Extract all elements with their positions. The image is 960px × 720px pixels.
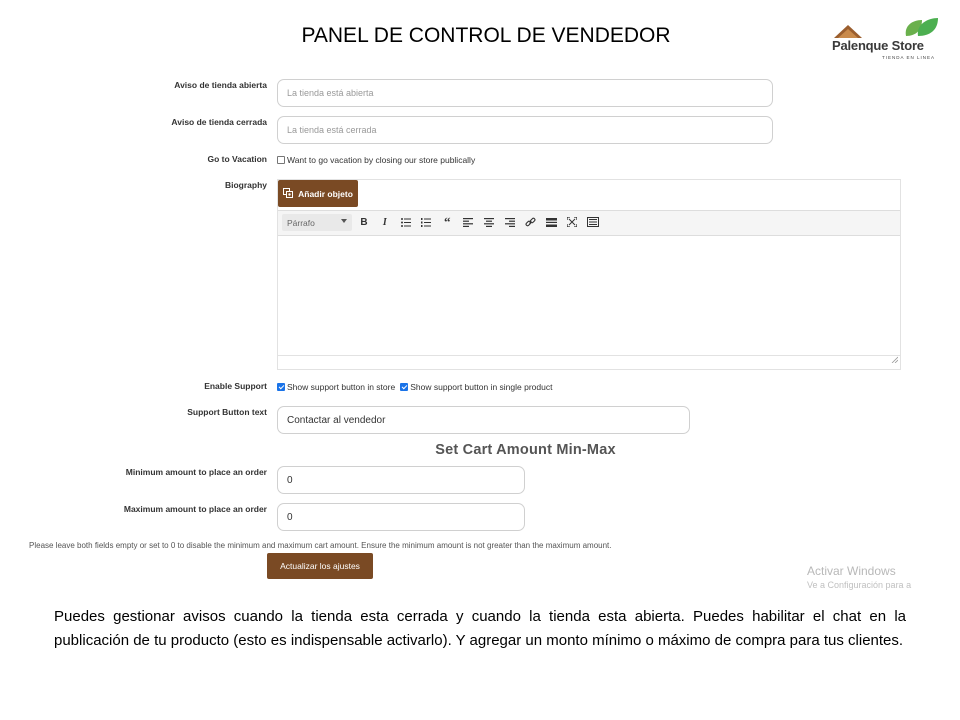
add-media-label: Añadir objeto: [298, 188, 353, 199]
cart-section-title: Set Cart Amount Min-Max: [435, 442, 616, 458]
open-notice-placeholder: La tienda está abierta: [287, 88, 374, 98]
bullet-list-icon[interactable]: [398, 214, 414, 230]
blockquote-icon[interactable]: “: [443, 214, 451, 229]
support-text-input[interactable]: [277, 406, 690, 434]
align-center-icon[interactable]: [481, 214, 497, 230]
format-select[interactable]: [282, 214, 352, 231]
max-amount-value: 0: [287, 511, 293, 523]
closed-notice-label: Aviso de tienda cerrada: [171, 117, 267, 127]
open-notice-label: Aviso de tienda abierta: [174, 80, 267, 90]
min-amount-label: Minimum amount to place an order: [125, 467, 267, 477]
bold-icon[interactable]: B: [360, 216, 368, 228]
logo-tagline: TIENDA EN LINEA: [882, 55, 936, 60]
max-amount-label: Maximum amount to place an order: [123, 504, 267, 514]
support-store-label: Show support button in store: [287, 382, 396, 392]
format-select-value: Párrafo: [287, 217, 315, 228]
page-title: PANEL DE CONTROL DE VENDEDOR: [301, 24, 671, 47]
numbered-list-icon[interactable]: [418, 214, 434, 230]
fullscreen-icon[interactable]: [564, 214, 580, 230]
max-amount-input[interactable]: [277, 503, 525, 531]
support-product-label: Show support button in single product: [410, 382, 553, 392]
save-settings-button[interactable]: Actualizar los ajustes: [267, 553, 373, 579]
biography-text-area[interactable]: [278, 237, 900, 355]
cart-amount-note: Please leave both fields empty or set to 0 to disable the minimum and maximum cart amount. Ensure the minimum amount is not greater than the maximum amount.: [29, 541, 612, 550]
biography-label: Biography: [224, 180, 267, 190]
closed-notice-placeholder: La tienda está cerrada: [287, 125, 377, 135]
toolbar-toggle-icon[interactable]: [585, 214, 601, 230]
min-amount-value: 0: [287, 474, 293, 486]
support-text-label: Support Button text: [187, 407, 267, 417]
min-amount-input[interactable]: [277, 466, 525, 494]
add-media-button[interactable]: [278, 180, 358, 207]
vacation-checkbox[interactable]: [277, 156, 285, 164]
read-more-icon[interactable]: [543, 214, 559, 230]
editor-toolbar-buttons: [356, 214, 601, 230]
support-product-checkbox[interactable]: [400, 383, 408, 391]
resize-handle-icon[interactable]: [891, 350, 898, 368]
support-text-value: Contactar al vendedor: [287, 414, 386, 426]
italic-icon[interactable]: I: [382, 216, 387, 228]
align-right-icon[interactable]: [502, 214, 518, 230]
link-icon[interactable]: [522, 214, 538, 230]
add-media-icon: [283, 188, 294, 200]
closed-notice-input[interactable]: [277, 116, 773, 144]
vacation-label: Go to Vacation: [207, 154, 267, 164]
vacation-checkbox-label: Want to go vacation by closing our store publically: [287, 155, 476, 165]
support-label: Enable Support: [204, 381, 267, 391]
open-notice-input[interactable]: [277, 79, 773, 107]
logo-name: Palenque Store: [832, 38, 924, 53]
editor-statusbar: [278, 355, 900, 369]
description-paragraph: Puedes gestionar avisos cuando la tienda esta cerrada y cuando la tienda esta abierta. Puedes habilitar el chat en la publicación de tu producto (esto es indispensable activarlo). Y agregar un monto mínimo o máximo de compra para tus clientes.: [54, 608, 906, 649]
activation-watermark-title: Activar Windows: [807, 564, 896, 578]
align-left-icon[interactable]: [460, 214, 476, 230]
support-store-checkbox[interactable]: [277, 383, 285, 391]
chevron-down-icon: [341, 219, 347, 223]
support-options: [277, 382, 552, 392]
activation-watermark-subtitle: Ve a Configuración para a: [807, 580, 912, 590]
vacation-option: [277, 155, 475, 165]
